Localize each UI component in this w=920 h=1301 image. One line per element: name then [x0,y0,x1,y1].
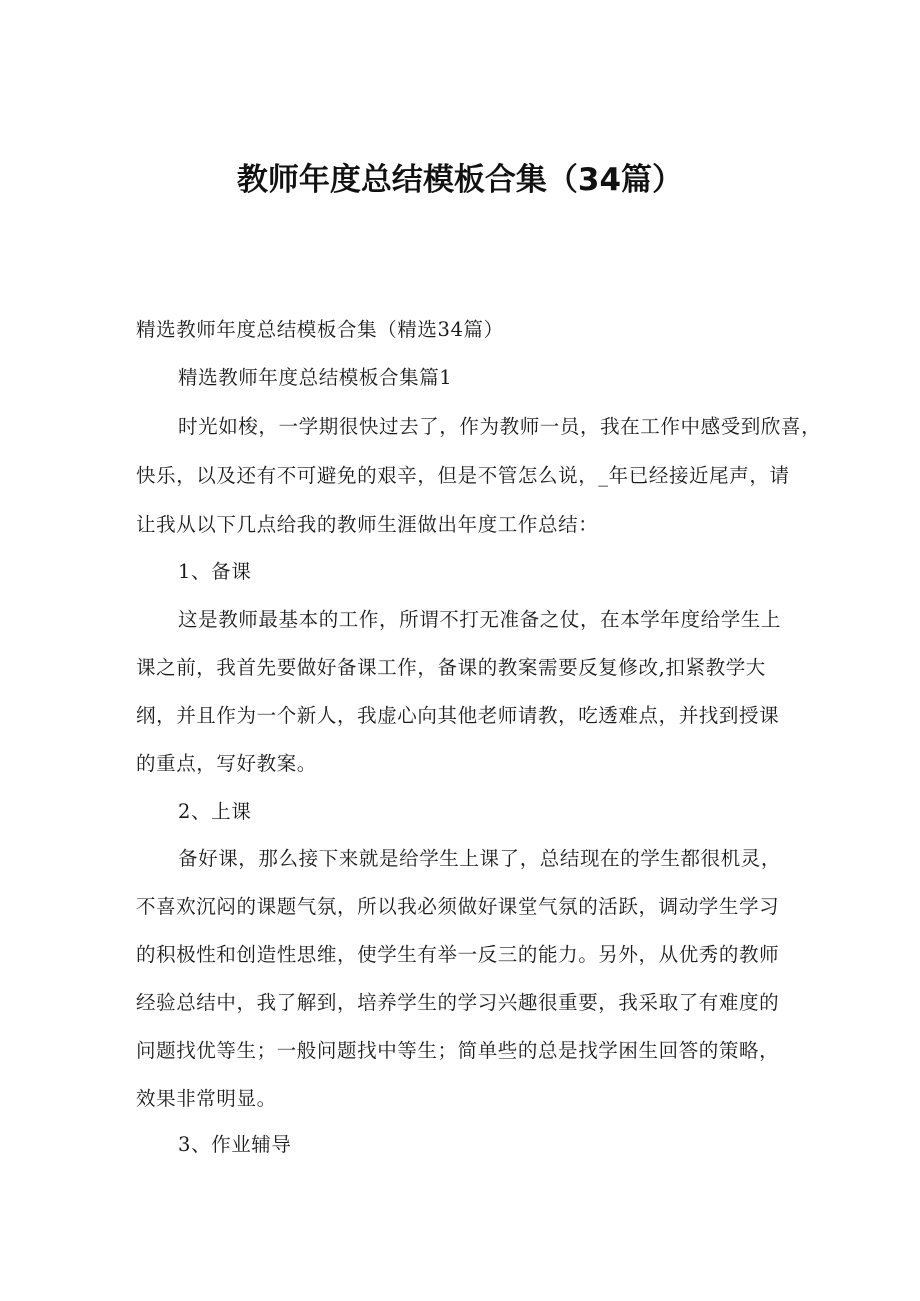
item2-line-1: 备好课，那么接下来就是给学生上课了，总结现在的学生都很机灵， [178,847,782,870]
item1-line-2: 课之前，我首先要做好备课工作，备课的教案需要反复修改,扣紧教学大 [136,656,766,679]
item2-line-3: 的积极性和创造性思维，使学生有举一反三的能力。另外，从优秀的教师 [136,943,780,966]
item2-line-5: 问题找优等生；一般问题找中等生；简单些的总是找学困生回答的策略， [136,1039,780,1062]
item2-line-2: 不喜欢沉闷的课题气氛，所以我必须做好课堂气氛的活跃，调动学生学习 [136,895,780,918]
section-heading: 精选教师年度总结模板合集篇1 [178,366,453,389]
item3-heading: 3、作业辅导 [178,1133,292,1156]
item2-line-6: 效果非常明显。 [136,1087,277,1110]
document-title: 教师年度总结模板合集（34篇） [236,162,684,198]
document-subtitle: 精选教师年度总结模板合集（精选34篇） [136,318,504,341]
intro-line-1: 时光如梭，一学期很快过去了，作为教师一员，我在工作中感受到欣喜， [178,415,822,438]
item2-line-4: 经验总结中，我了解到，培养学生的学习兴趣很重要，我采取了有难度的 [136,991,780,1014]
item1-line-3: 纲，并且作为一个新人，我虚心向其他老师请教，吃透难点，并找到授课 [136,704,780,727]
intro-line-2: 快乐，以及还有不可避免的艰辛，但是不管怎么说，_年已经接近尾声，请 [136,464,790,487]
item1-heading: 1、备课 [178,560,252,583]
item2-heading: 2、上课 [178,800,252,823]
item1-line-4: 的重点，写好教案。 [136,752,317,775]
intro-line-3: 让我从以下几点给我的教师生涯做出年度工作总结： [136,513,599,536]
item1-line-1: 这是教师最基本的工作，所谓不打无准备之仗，在本学年度给学生上 [178,608,782,631]
